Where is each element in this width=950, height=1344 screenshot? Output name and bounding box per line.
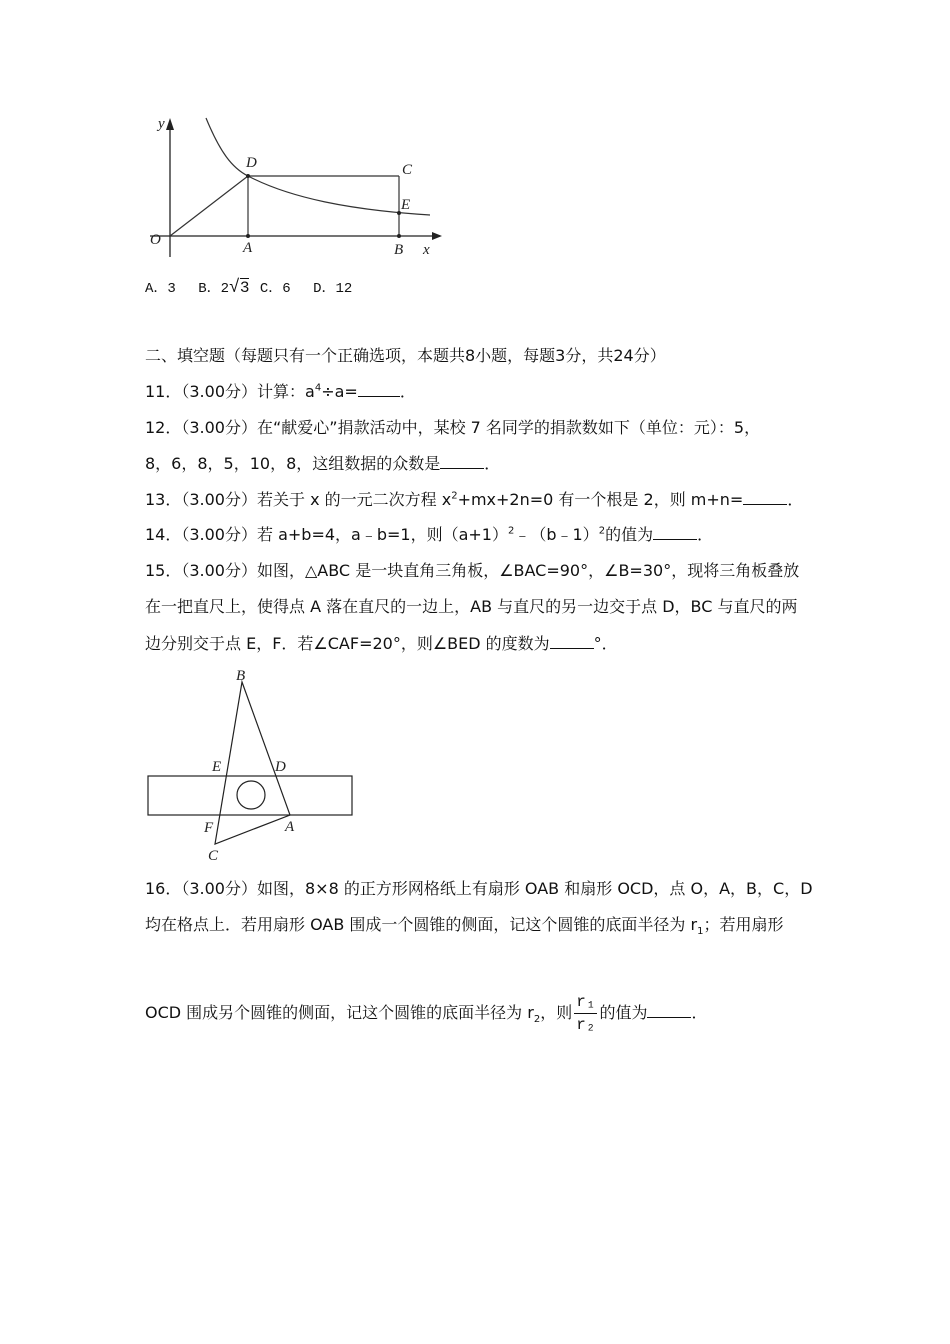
q10-options — [145, 277, 366, 300]
sqrt-sign: √ — [229, 278, 240, 298]
q11-num: 11． — [145, 382, 182, 401]
label-E: E — [212, 759, 222, 775]
question-16-line1: 16．（3.00分）如图，8×8 的正方形网格纸上有扇形 OAB 和扇形 OCD，点 O，A，B，C，D — [145, 879, 813, 898]
question-16-line2 — [145, 914, 783, 936]
question-15-line2: 在一把直尺上，使得点 A 落在直尺的一边上，AB 与直尺的另一边交于点 D，BC 与直尺的两 — [145, 597, 798, 616]
q16-line2-b: ；若用扇形 — [703, 915, 784, 934]
question-16-line3 — [145, 990, 707, 1036]
option-b — [198, 278, 250, 298]
q16-line3-a: OCD 围成另个圆锥的侧面，记这个圆锥的底面半径为 r — [145, 1003, 534, 1022]
question-15-line1: 15．（3.00分）如图，△ABC 是一块直角三角板，∠BAC=90°，∠B=30°，现将三角板叠放 — [145, 561, 800, 580]
q15-answer-blank[interactable] — [550, 634, 594, 649]
y-axis-arrow — [166, 118, 174, 130]
q16-line3-c: 的值为 — [599, 1003, 648, 1022]
label-O: O — [150, 232, 161, 248]
option-c: C．6 — [259, 281, 291, 297]
label-E: E — [401, 197, 411, 213]
q11-text-a: 计算：a — [257, 382, 315, 401]
option-d: D．12 — [313, 281, 353, 297]
label-B: B — [236, 668, 246, 684]
q13-answer-blank[interactable] — [743, 490, 787, 505]
label-D: D — [275, 759, 286, 775]
question-12-line2 — [145, 453, 500, 475]
option-a: A．3 — [145, 281, 176, 297]
label-x: x — [423, 242, 430, 258]
q16-end: ． — [691, 1003, 708, 1022]
label-A: A — [243, 240, 253, 256]
q15-end: °． — [593, 634, 618, 653]
q16-answer-blank[interactable] — [647, 1003, 691, 1018]
label-A: A — [285, 819, 295, 835]
q16-line3-b: ，则 — [540, 1003, 573, 1022]
q12-answer-blank[interactable] — [440, 454, 484, 469]
fraction-denominator: r₂ — [576, 1016, 596, 1034]
q13-sup: 2 — [451, 490, 458, 502]
label-C: C — [402, 162, 413, 178]
section-heading: 二、填空题（每题只有一个正确选项，本题共8小题，每题3分，共24分） — [145, 346, 666, 365]
option-b-prefix: B．2 — [198, 281, 230, 297]
q12-end: ． — [484, 454, 501, 473]
label-D: D — [246, 155, 257, 171]
label-C: C — [208, 848, 219, 864]
point-D — [246, 174, 250, 178]
q15-text: 边分别交于点 E，F．若∠CAF=20°，则∠BED 的度数为 — [145, 634, 550, 653]
x-axis-arrow — [432, 232, 442, 240]
option-b-radicand: 3 — [239, 279, 250, 297]
label-y: y — [158, 116, 165, 132]
figure-hyperbola-rectangle — [140, 112, 450, 262]
point-B — [397, 234, 401, 238]
q16-line2-sub: 1 — [697, 926, 704, 938]
q13-end: ． — [787, 490, 804, 509]
q11-sup: 4 — [314, 382, 322, 394]
label-B: B — [394, 242, 404, 258]
q14-sup1: 2 — [507, 525, 515, 537]
q11-text-b: ÷a= — [321, 382, 358, 401]
segment-OD — [170, 176, 248, 236]
q16-line2-a: 均在格点上．若用扇形 OAB 围成一个圆锥的侧面，记这个圆锥的底面半径为 r — [145, 915, 698, 934]
q13-text-b: +mx+2n=0 有一个根是 2，则 m+n= — [457, 490, 744, 509]
q13-text-a: 13．（3.00分）若关于 x 的一元二次方程 x — [145, 490, 452, 509]
q12-text: 8，6，8，5，10，8，这组数据的众数是 — [145, 454, 441, 473]
question-12-line1: 12．（3.00分）在“献爱心”捐款活动中，某校 7 名同学的捐款数如下（单位：元）：5， — [145, 418, 761, 437]
ruler-hole — [237, 781, 265, 809]
q14-answer-blank[interactable] — [653, 525, 697, 540]
q11-score: （3.00分） — [181, 382, 258, 401]
point-A — [246, 234, 250, 238]
q14-sup2: 2 — [598, 525, 606, 537]
q14-text-c: 的值为 — [605, 525, 654, 544]
fraction-r1-over-r2 — [574, 991, 597, 1036]
q11-answer-blank[interactable] — [358, 382, 400, 397]
fraction-numerator: r₁ — [574, 991, 597, 1014]
q14-text-b: ﹣（b﹣1） — [514, 525, 599, 544]
figure-triangle-ruler — [140, 664, 360, 864]
hyperbola-curve — [206, 118, 430, 215]
q11-end: ． — [399, 382, 416, 401]
q14-end: ． — [697, 525, 714, 544]
q16-line3-sub: 2 — [533, 1014, 541, 1026]
question-13 — [145, 489, 803, 511]
q14-text-a: 14．（3.00分）若 a+b=4，a﹣b=1，则（a+1） — [145, 525, 508, 544]
question-11 — [145, 381, 416, 403]
question-15-line3 — [145, 633, 618, 655]
label-F: F — [204, 820, 214, 836]
question-14 — [145, 524, 713, 546]
